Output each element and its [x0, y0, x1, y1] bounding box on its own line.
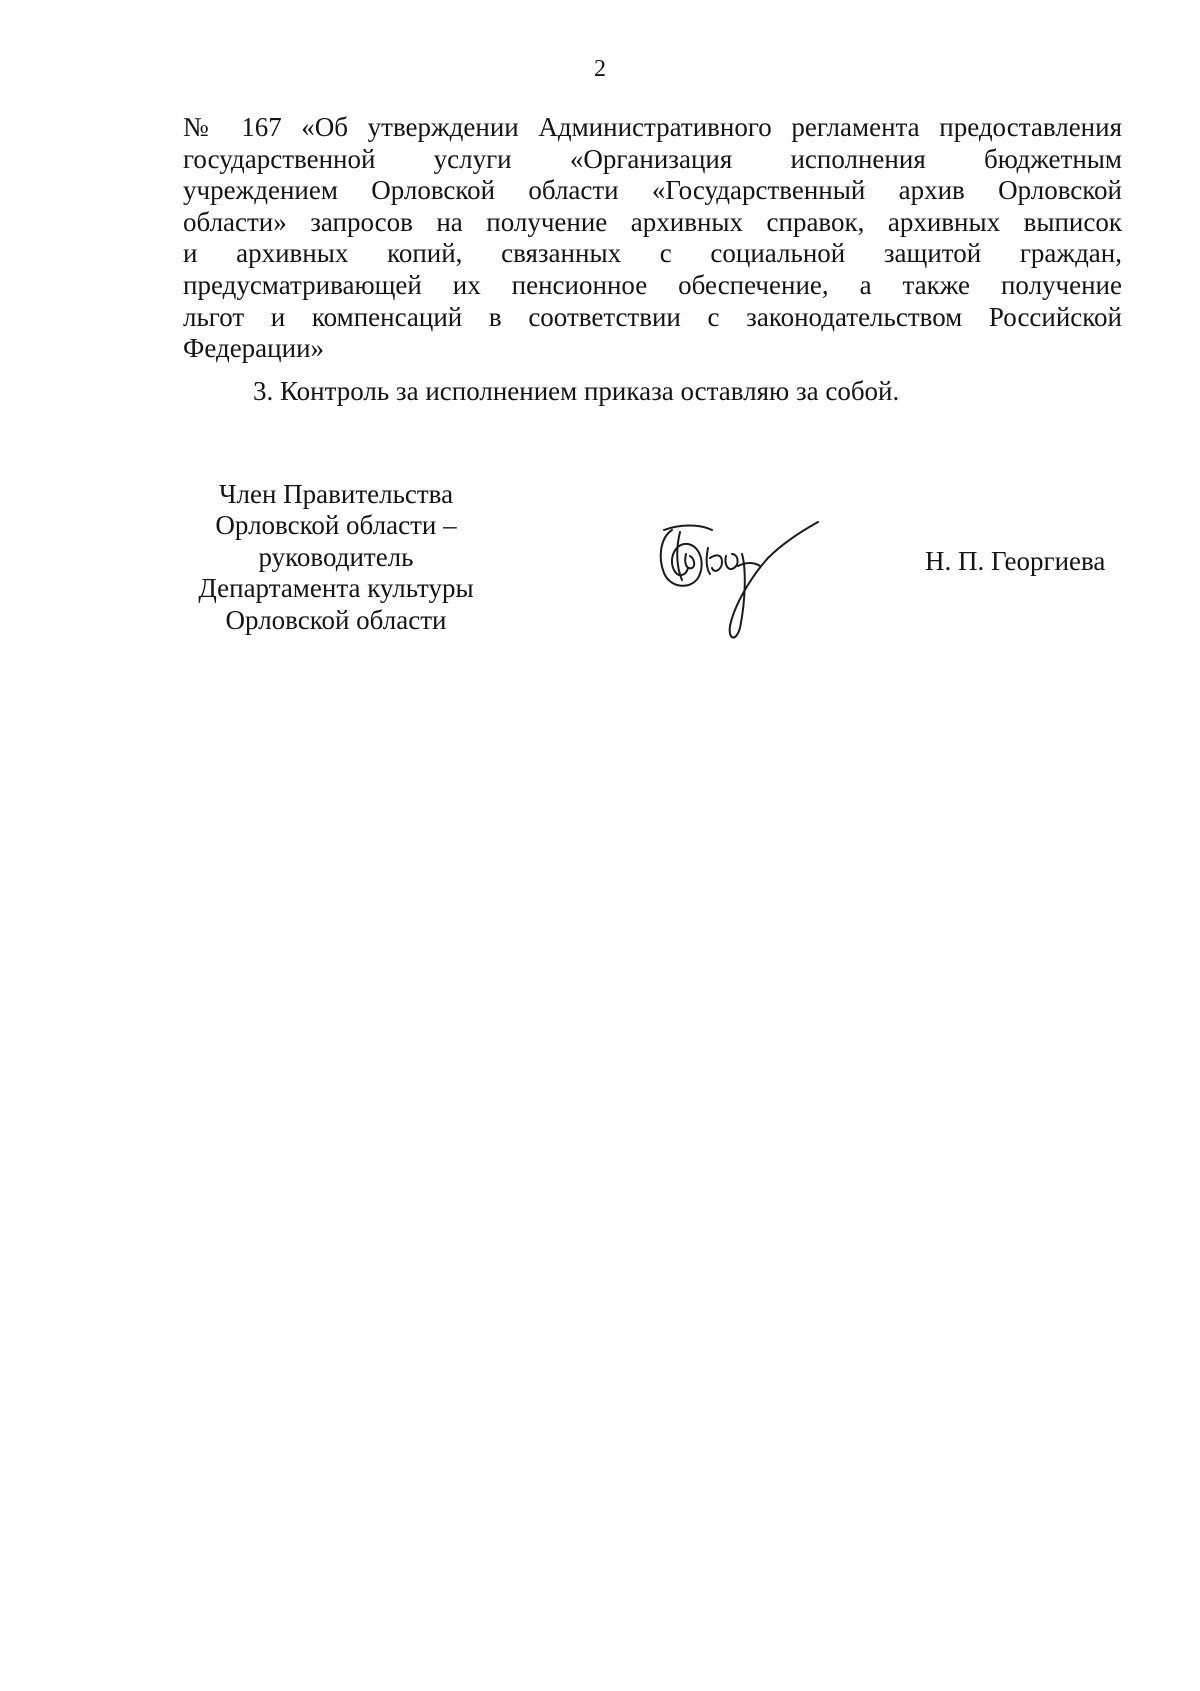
body-line: и архивных копий, связанных с социальной защитой граждан,: [183, 238, 1122, 269]
signer-position-line: Орловской области –: [215, 510, 457, 541]
body-line: Федерации»: [183, 333, 325, 364]
signer-position: [182, 479, 490, 636]
body-line: учреждением Орловской области «Государственный архив Орловской: [183, 175, 1122, 206]
body-line: № 167 «Об утверждении Административного регламента предоставления: [183, 112, 1122, 142]
signer-name: Н. П. Георгиева: [925, 546, 1106, 576]
body-line: государственной услуги «Организация исполнения бюджетным: [183, 143, 1122, 174]
body-paragraph: [183, 112, 1122, 365]
signer-position-line: Департамента культуры: [198, 573, 474, 604]
page-number: 2: [594, 56, 606, 82]
signer-position-line: Член Правительства: [218, 479, 454, 509]
body-line: льгот и компенсаций в соответствии с законодательством Российской: [183, 301, 1122, 332]
signer-position-line: руководитель: [258, 541, 414, 572]
signature-icon: [650, 518, 830, 648]
body-line: области» запросов на получение архивных справок, архивных выписок: [183, 206, 1122, 237]
signer-position-line: Орловской области: [225, 604, 447, 635]
control-item: 3. Контроль за исполнением приказа оставляю за собой.: [253, 376, 900, 406]
body-line: предусматривающей их пенсионное обеспечение, а также получение: [183, 269, 1122, 300]
